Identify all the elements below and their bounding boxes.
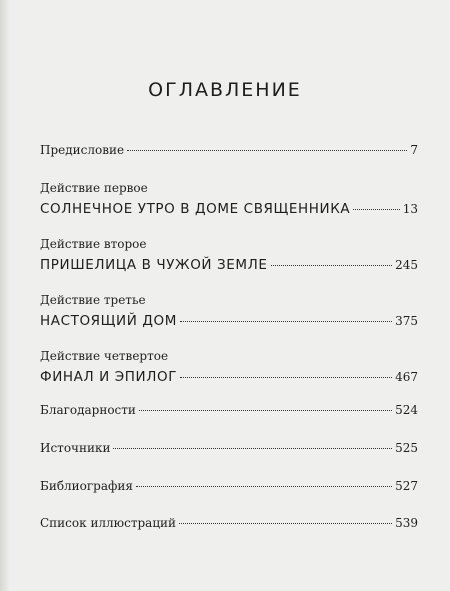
toc-page-number: 13	[402, 202, 418, 216]
toc-page-number: 525	[395, 441, 418, 455]
toc-act-subtitle: Действие четвертое	[40, 349, 169, 363]
toc-entry-preface[interactable]	[40, 143, 418, 157]
toc-entry-label: Предисловие	[40, 143, 125, 157]
toc-page-number: 527	[395, 479, 418, 493]
toc-entry-label: Список иллюстраций	[40, 516, 177, 530]
toc-entry-label: Библиография	[40, 479, 133, 493]
toc-entry-act-1[interactable]	[40, 181, 418, 217]
dot-leader	[180, 321, 392, 322]
toc-entry-sources[interactable]	[40, 441, 418, 455]
dot-leader	[353, 209, 399, 210]
toc-entry-label: Источники	[40, 441, 111, 455]
dot-leader	[180, 377, 392, 378]
toc-page-number: 539	[395, 516, 418, 530]
toc-entry-label: НАСТОЯЩИЙ ДОМ	[40, 313, 177, 329]
page-title: ОГЛАВЛЕНИЕ	[148, 78, 302, 101]
toc-entry-label: СОЛНЕЧНОЕ УТРО В ДОМЕ СВЯЩЕННИКА	[40, 201, 351, 217]
dot-leader	[113, 448, 392, 449]
toc-entry-label: ПРИШЕЛИЦА В ЧУЖОЙ ЗЕМЛЕ	[40, 257, 268, 273]
toc-entry-label: ФИНАЛ И ЭПИЛОГ	[40, 369, 178, 385]
toc-entry-act-3[interactable]	[40, 293, 418, 329]
toc-entry-label: Благодарности	[40, 403, 136, 417]
toc-page-number: 524	[395, 403, 418, 417]
toc-act-subtitle: Действие первое	[40, 181, 148, 195]
dot-leader	[127, 150, 407, 151]
toc-entry-acknowledgements[interactable]	[40, 403, 418, 417]
dot-leader	[139, 410, 392, 411]
toc-entry-illustrations[interactable]	[40, 516, 418, 530]
toc-act-subtitle: Действие третье	[40, 293, 146, 307]
toc-entry-bibliography[interactable]	[40, 479, 418, 493]
dot-leader	[136, 486, 392, 487]
dot-leader	[179, 523, 392, 524]
toc-entry-act-2[interactable]	[40, 237, 418, 273]
toc-page-number: 245	[395, 258, 418, 272]
toc-act-subtitle: Действие второе	[40, 237, 147, 251]
toc-entry-act-4[interactable]	[40, 349, 418, 385]
toc-page-number: 7	[410, 143, 418, 157]
toc-page-number: 375	[395, 314, 418, 328]
dot-leader	[271, 265, 393, 266]
toc-page-number: 467	[395, 370, 418, 384]
